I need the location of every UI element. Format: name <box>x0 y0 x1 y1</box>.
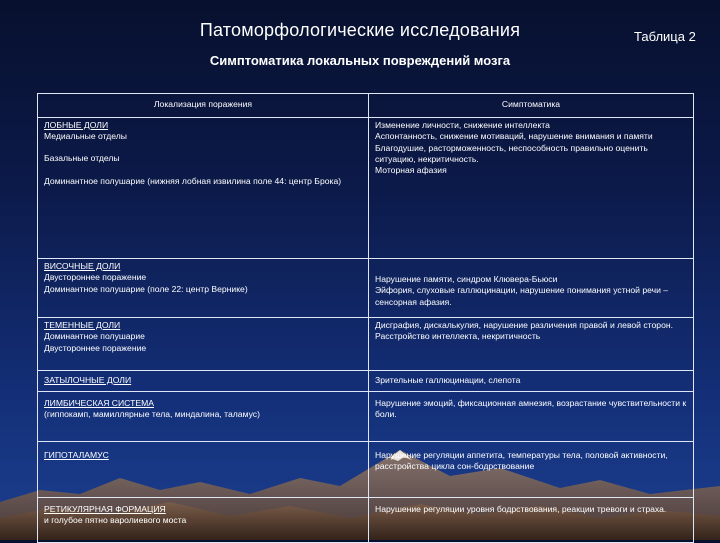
row-parietal-symptoms <box>369 318 694 371</box>
row-frontal-symptoms <box>369 118 694 259</box>
row-heading: ТЕМЕННЫЕ ДОЛИ <box>44 320 121 330</box>
symptom-line: Благодушие, расторможенность, неспособность правильно оценить ситуацию, некритичность. <box>375 142 648 165</box>
localization-line: Двустороннее поражение <box>44 342 147 353</box>
row-reticular-localization <box>38 498 369 543</box>
table-row-occipital <box>38 371 694 392</box>
symptom-line: Эйфория, слуховые галлюцинации, нарушение понимания устной речи – сенсорная афазия. <box>375 285 669 307</box>
row-temporal-localization <box>38 259 369 318</box>
symptoms-table <box>37 93 694 543</box>
table-row-temporal <box>38 259 694 318</box>
symptom-line: Моторная афазия <box>375 165 447 176</box>
slide-title: Патоморфологические исследования <box>199 20 521 40</box>
header-symptoms: Симптоматика <box>369 94 694 118</box>
localization-line: Доминантное полушарие <box>44 331 145 342</box>
row-heading: ГИПОТАЛАМУС <box>44 450 109 460</box>
symptom-line: Аспонтанность, снижение мотиваций, нарушение внимания и памяти <box>375 131 653 142</box>
symptom-line: Нарушение регуляции уровня бодрствования, реакции тревоги и страха. <box>375 504 667 514</box>
symptom-line: Дисграфия, дискалькулия, нарушение различения правой и левой сторон. <box>375 320 673 330</box>
row-occipital-localization <box>38 371 369 392</box>
symptom-line: Изменение личности, снижение интеллекта <box>375 120 550 130</box>
row-heading: РЕТИКУЛЯРНАЯ ФОРМАЦИЯ <box>44 504 166 514</box>
row-frontal-localization <box>38 118 369 259</box>
table-row-limbic <box>38 392 694 442</box>
symptom-line: Зрительные галлюцинации, слепота <box>375 374 521 385</box>
row-heading: ЛОБНЫЕ ДОЛИ <box>44 120 109 130</box>
row-hypothalamus-symptoms <box>369 442 694 498</box>
table-row-parietal <box>38 318 694 371</box>
slide-subtitle: Симптоматика локальных повреждений мозга <box>209 53 511 68</box>
row-hypothalamus-localization <box>38 442 369 498</box>
header-localization: Локализация поражения <box>38 94 369 118</box>
table-row-frontal <box>38 118 694 259</box>
localization-line: Базальные отделы <box>44 152 120 163</box>
symptom-line: Нарушение эмоций, фиксационная амнезия, возрастание чувствительности к боли. <box>375 398 687 420</box>
localization-line: и голубое пятно варолиевого моста <box>44 515 187 526</box>
localization-line: Двустороннее поражение <box>44 272 147 283</box>
row-temporal-symptoms <box>369 259 694 318</box>
row-occipital-symptoms <box>369 371 694 392</box>
row-limbic-localization <box>38 392 369 442</box>
table-number-label: Таблица 2 <box>634 29 696 44</box>
localization-line: Доминантное полушарие (нижняя лобная извилина поле 44: центр Брока) <box>44 176 342 187</box>
symptom-line: Нарушение памяти, синдром Клювера-Бьюси <box>375 274 558 284</box>
symptom-line: Расстройство интеллекта, некритичность <box>375 331 541 342</box>
localization-line: Медиальные отделы <box>44 131 127 142</box>
row-limbic-symptoms <box>369 392 694 442</box>
localization-line: (гиппокамп, мамиллярные тела, миндалина, таламус) <box>44 409 260 420</box>
row-heading: ЛИМБИЧЕСКАЯ СИСТЕМА <box>44 398 154 408</box>
table-header-row <box>38 94 694 118</box>
localization-line: Доминантное полушарие (поле 22: центр Вернике) <box>44 283 248 294</box>
row-heading: ЗАТЫЛОЧНЫЕ ДОЛИ <box>44 374 132 385</box>
row-heading: ВИСОЧНЫЕ ДОЛИ <box>44 261 121 271</box>
table-row-reticular <box>38 498 694 543</box>
row-parietal-localization <box>38 318 369 371</box>
table-row-hypothalamus <box>38 442 694 498</box>
symptom-line: Нарушение регуляции аппетита, температуры тела, половой активности, расстройства цикла сон-бодрствование <box>375 450 668 472</box>
row-reticular-symptoms <box>369 498 694 543</box>
